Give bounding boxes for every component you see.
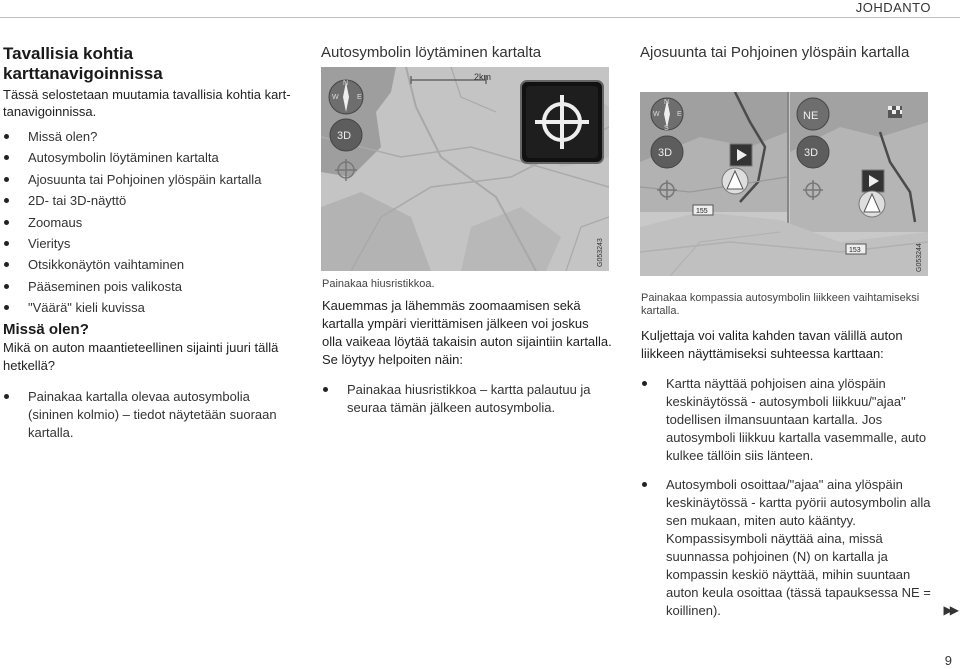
right-compass-ne-icon[interactable] — [797, 98, 829, 130]
road-shield-153 — [846, 244, 866, 254]
left-3d-button[interactable] — [651, 136, 683, 168]
topic-item: Missä olen? — [3, 128, 295, 145]
section-label: JOHDANTO — [855, 0, 931, 15]
svg-text:E: E — [357, 94, 362, 101]
svg-text:W: W — [332, 94, 339, 101]
svg-text:W: W — [653, 111, 660, 118]
svg-text:N: N — [664, 99, 670, 106]
orientation-body: Kuljettaja voi valita kahden tavan välillä auton liikkeen näyttämiseksi suhteessa karttaan: — [641, 328, 903, 361]
figure-title-orientation: Ajosuunta tai Pohjoinen ylöspäin kartalla — [640, 44, 910, 61]
topic-item: 2D- tai 3D-näyttö — [3, 192, 295, 209]
svg-text:155: 155 — [696, 208, 708, 215]
view-mode-3d-button[interactable] — [330, 119, 362, 151]
where-am-i-step: Painakaa kartalla olevaa autosymbolia (sininen kolmio) – tiedot näytetään suoraan kartalla. — [3, 388, 295, 442]
orientation-option: Autosymboli osoittaa/"ajaa" aina ylöspäin keskinäytössä - kartta pyörii autosymbolin alla sen mukaan, miten auto kääntyy. Kompassisymboli näyttää aina, missä suunnassa pohjoinen (N) on kartalla ja kompassin keskiö näyttää, mihin suuntaan auton keula osoittaa (tässä tapauksessa NE = koillinen). — [641, 476, 931, 620]
left-car-symbol-icon — [722, 168, 748, 194]
right-car-symbol-icon — [859, 191, 885, 217]
svg-text:NE: NE — [803, 110, 819, 122]
svg-text:N: N — [343, 80, 349, 87]
figure-code: G053243 — [597, 238, 604, 267]
left-column — [3, 44, 295, 442]
where-am-i-text: Mikä on auton maantieteellinen sijainti juuri tällä hetkellä? — [3, 339, 279, 373]
crosshair-button[interactable] — [521, 81, 603, 163]
svg-text:S: S — [664, 125, 669, 132]
right-3d-button[interactable] — [797, 136, 829, 168]
destination-flag-icon — [888, 106, 902, 118]
topic-item: Zoomaus — [3, 214, 295, 231]
intro-text: Tässä selostetaan muutamia tavallisia kohtia kart-tanavigoinnissa. — [3, 87, 291, 119]
caption-find-car: Painakaa hiusristikkoa. — [322, 278, 435, 290]
topic-item: Vieritys — [3, 235, 295, 252]
find-car-body: Kauemmas ja lähemmäs zoomaamisen sekä kartalla ympäri vierittämisen jälkeen voi joskus olla vaikeaa löytää takaisin auton sijaintiin kartalla. Se löytyy helpoiten näin: — [322, 298, 612, 367]
page-title: Tavallisia kohtia karttanavigoinnissa — [3, 44, 163, 83]
left-route-flag-icon — [730, 144, 752, 166]
topic-item: Pääseminen pois valikosta — [3, 278, 295, 295]
topic-item: Autosymbolin löytäminen kartalta — [3, 149, 295, 166]
topic-item: "Väärä" kieli kuvissa — [3, 299, 295, 316]
orientation-options — [641, 375, 931, 620]
right-route-flag-icon — [862, 170, 884, 192]
continue-arrows-icon: ▶▶ — [943, 603, 956, 617]
map-find-car-image — [321, 67, 609, 271]
map-scale: 2km — [474, 72, 492, 82]
right-column — [640, 44, 930, 62]
find-car-step: Painakaa hiusristikkoa – kartta palautuu ja seuraa tämän jälkeen autosymbolia. — [322, 381, 612, 417]
middle-column — [321, 44, 611, 62]
figure-code-2: G053244 — [916, 243, 923, 272]
svg-text:3D: 3D — [337, 130, 352, 142]
svg-text:E: E — [677, 111, 682, 118]
topic-list — [3, 128, 295, 316]
figure-title-find-car: Autosymbolin löytäminen kartalta — [321, 44, 542, 61]
header-rule — [0, 17, 960, 18]
topic-item: Otsikkonäytön vaihtaminen — [3, 256, 295, 273]
caption-orientation: Painakaa kompassia autosymbolin liikkeen vaihtamiseksi kartalla. — [641, 292, 920, 317]
topic-item: Ajosuunta tai Pohjoinen ylöspäin kartalla — [3, 171, 295, 188]
compass-icon[interactable] — [329, 80, 363, 114]
map-orientation-image — [640, 92, 928, 276]
road-shield-155 — [693, 205, 713, 215]
where-am-i-heading: Missä olen? — [3, 320, 89, 338]
page-number: 9 — [944, 653, 952, 668]
svg-text:3D: 3D — [804, 147, 819, 159]
svg-text:153: 153 — [849, 247, 861, 254]
svg-text:3D: 3D — [658, 147, 673, 159]
orientation-option: Kartta näyttää pohjoisen aina ylöspäin keskinäytössä - autosymboli liikkuu/"ajaa" todellisen ilmansuuntaan kartalla. Jos autosymboli liikkuu kartalla vasemmalle, auto kulkee tällöin siis länteen. — [641, 375, 931, 465]
